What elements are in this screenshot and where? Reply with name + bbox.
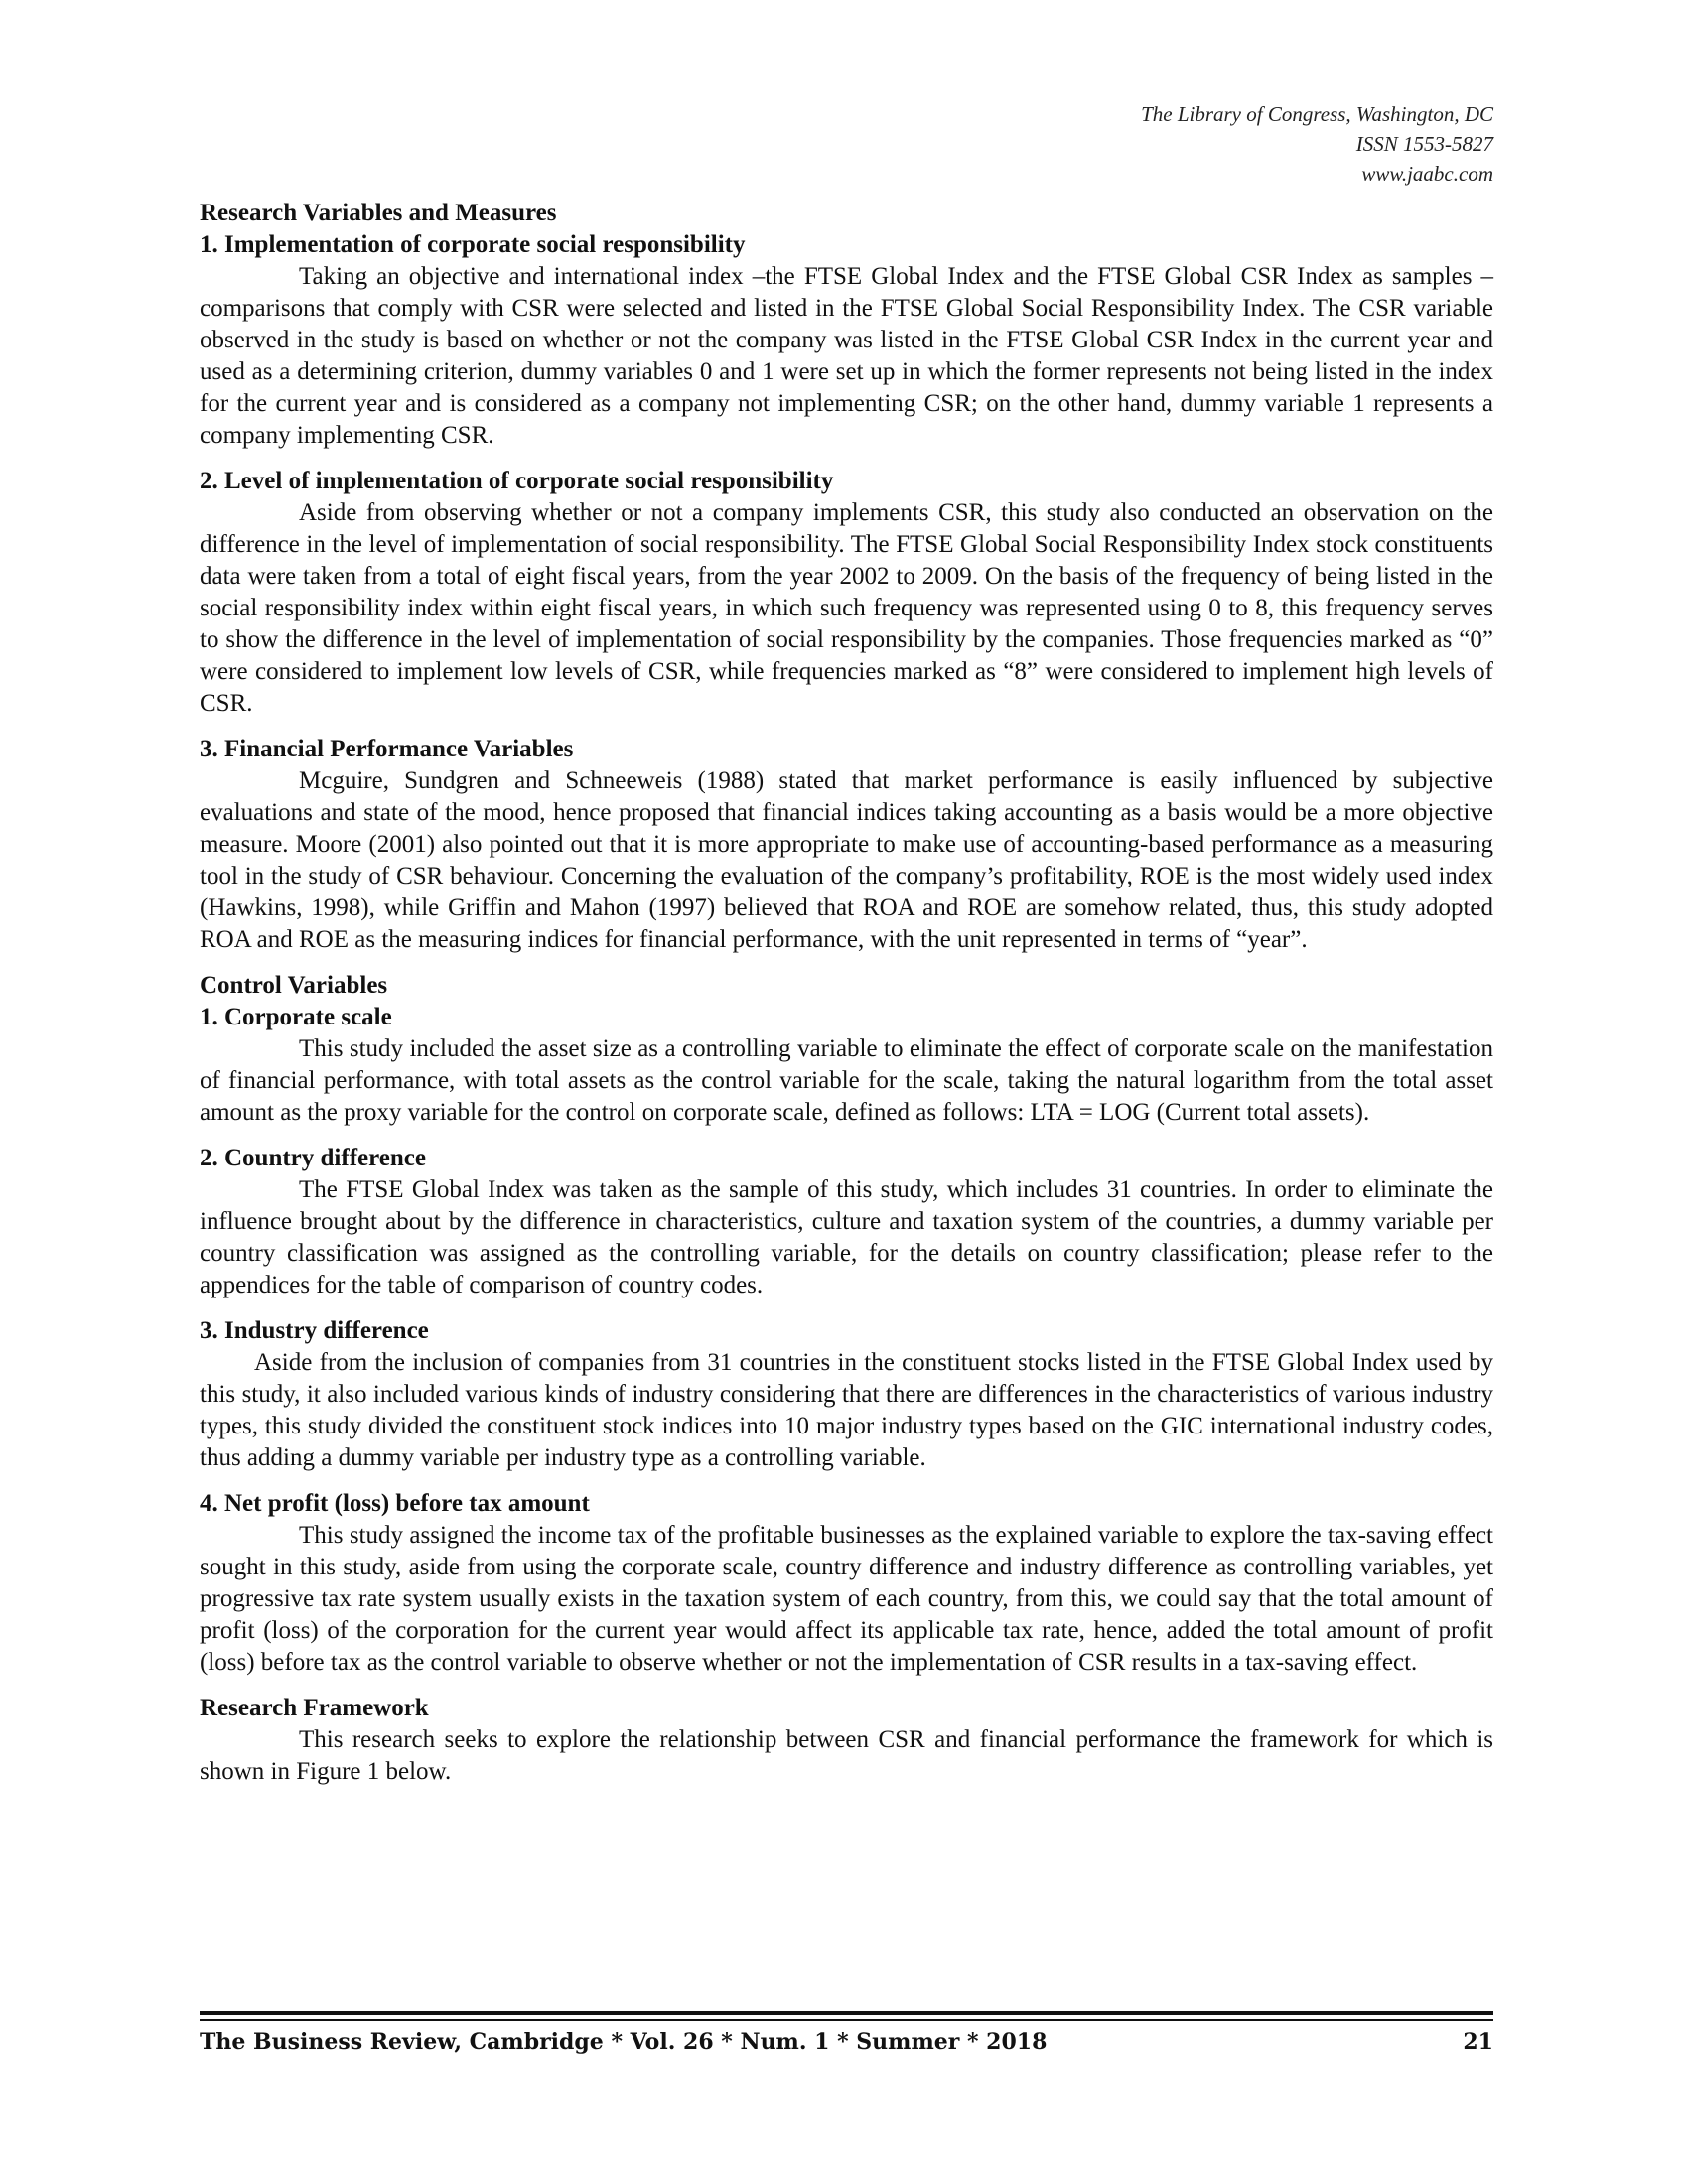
header-library-line: The Library of Congress, Washington, DC (1141, 102, 1493, 126)
paragraph-research-framework: This research seeks to explore the relationship between CSR and financial performance the framework for which is shown in Figure 1 below. (200, 1726, 1493, 1785)
footer-journal-citation: The Business Review, Cambridge * Vol. 26 * Num. 1 * Summer * 2018 (200, 2029, 1048, 2055)
paragraph-csr-implementation: Taking an objective and international index –the FTSE Global Index and the FTSE Global CSR Index as samples – comparisons that comply with CSR were selected and listed in the FTSE Global Social Responsibility Index. The CSR variable observed in the study is based on whether or not the company was listed in the FTSE Global CSR Index in the current year and used as a determining criterion, dummy variables 0 and 1 were set up in which the former represents not being listed in the index for the current year and is considered as a company not implementing CSR; on the other hand, dummy variable 1 represents a company implementing CSR. (200, 263, 1493, 449)
paragraph-corporate-scale: This study included the asset size as a controlling variable to eliminate the effect of corporate scale on the manifestation of financial performance, with total assets as the control variable for the scale, taking the natural logarithm from the total asset amount as the proxy variable for the control on corporate scale, defined as follows: LTA = LOG (Current total assets). (200, 1035, 1493, 1126)
subsection-title-net-profit: 4. Net profit (loss) before tax amount (200, 1490, 590, 1517)
subsection-title-industry-difference: 3. Industry difference (200, 1317, 429, 1344)
footer-divider-thick (200, 2011, 1493, 2015)
paragraph-csr-level: Aside from observing whether or not a company implements CSR, this study also conducted an observation on the difference in the level of implementation of social responsibility. The FTSE Global Social Responsibility Index stock constituents data were taken from a total of eight fiscal years, from the year 2002 to 2009. On the basis of the frequency of being listed in the social responsibility index within eight fiscal years, in which such frequency was represented using 0 to 8, this frequency serves to show the difference in the level of implementation of social responsibility by the companies. Those frequencies marked as “0” were considered to implement low levels of CSR, while frequencies marked as “8” were considered to implement high levels of CSR. (200, 499, 1493, 717)
journal-header (898, 99, 1493, 189)
subsection-title-corporate-scale: 1. Corporate scale (200, 1004, 392, 1030)
subsection-title-country-difference: 2. Country difference (200, 1145, 426, 1171)
paragraph-country-difference: The FTSE Global Index was taken as the sample of this study, which includes 31 countries. In order to eliminate the influence brought about by the difference in characteristics, culture and taxation system of the countries, a dummy variable per country classification was assigned as the controlling variable, for the details on country classification; please refer to the appendices for the table of comparison of country codes. (200, 1176, 1493, 1298)
footer-divider-thin (200, 2019, 1493, 2021)
footer-page-number: 21 (1463, 2029, 1493, 2055)
section-title-control-variables: Control Variables (200, 972, 388, 999)
paragraph-net-profit: This study assigned the income tax of the profitable businesses as the explained variable to explore the tax-saving effect sought in this study, aside from using the corporate scale, country difference and industry difference as controlling variables, yet progressive tax rate system usually exists in the taxation system of each country, from this, we could say that the total amount of profit (loss) of the corporation for the current year would affect its applicable tax rate, hence, added the total amount of profit (loss) before tax as the control variable to observe whether or not the implementation of CSR results in a tax-saving effect. (200, 1522, 1493, 1676)
article-body (200, 198, 1493, 1788)
section-title-research-variables: Research Variables and Measures (200, 200, 557, 226)
header-issn-line: ISSN 1553-5827 (1355, 132, 1493, 156)
subsection-title-csr-level: 2. Level of implementation of corporate social responsibility (200, 468, 834, 494)
header-website-line[interactable]: www.jaabc.com (1361, 162, 1493, 186)
subsection-title-financial-performance: 3. Financial Performance Variables (200, 736, 574, 762)
paragraph-financial-performance: Mcguire, Sundgren and Schneeweis (1988) stated that market performance is easily influenced by subjective evaluations and state of the mood, hence proposed that financial indices taking accounting as a basis would be a more objective measure. Moore (2001) also pointed out that it is more appropriate to make use of accounting-based performance as a measuring tool in the study of CSR behaviour. Concerning the evaluation of the company’s profitability, ROE is the most widely used index (Hawkins, 1998), while Griffin and Mahon (1997) believed that ROA and ROE are somehow related, thus, this study adopted ROA and ROE as the measuring indices for financial performance, with the unit represented in terms of “year”. (200, 767, 1493, 953)
section-title-research-framework: Research Framework (200, 1695, 429, 1721)
subsection-title-csr-implementation: 1. Implementation of corporate social responsibility (200, 231, 746, 258)
paragraph-industry-difference: Aside from the inclusion of companies from 31 countries in the constituent stocks listed in the FTSE Global Index used by this study, it also included various kinds of industry considering that there are differences in the characteristics of various industry types, this study divided the constituent stock indices into 10 major industry types based on the GIC international industry codes, thus adding a dummy variable per industry type as a controlling variable. (200, 1349, 1493, 1471)
